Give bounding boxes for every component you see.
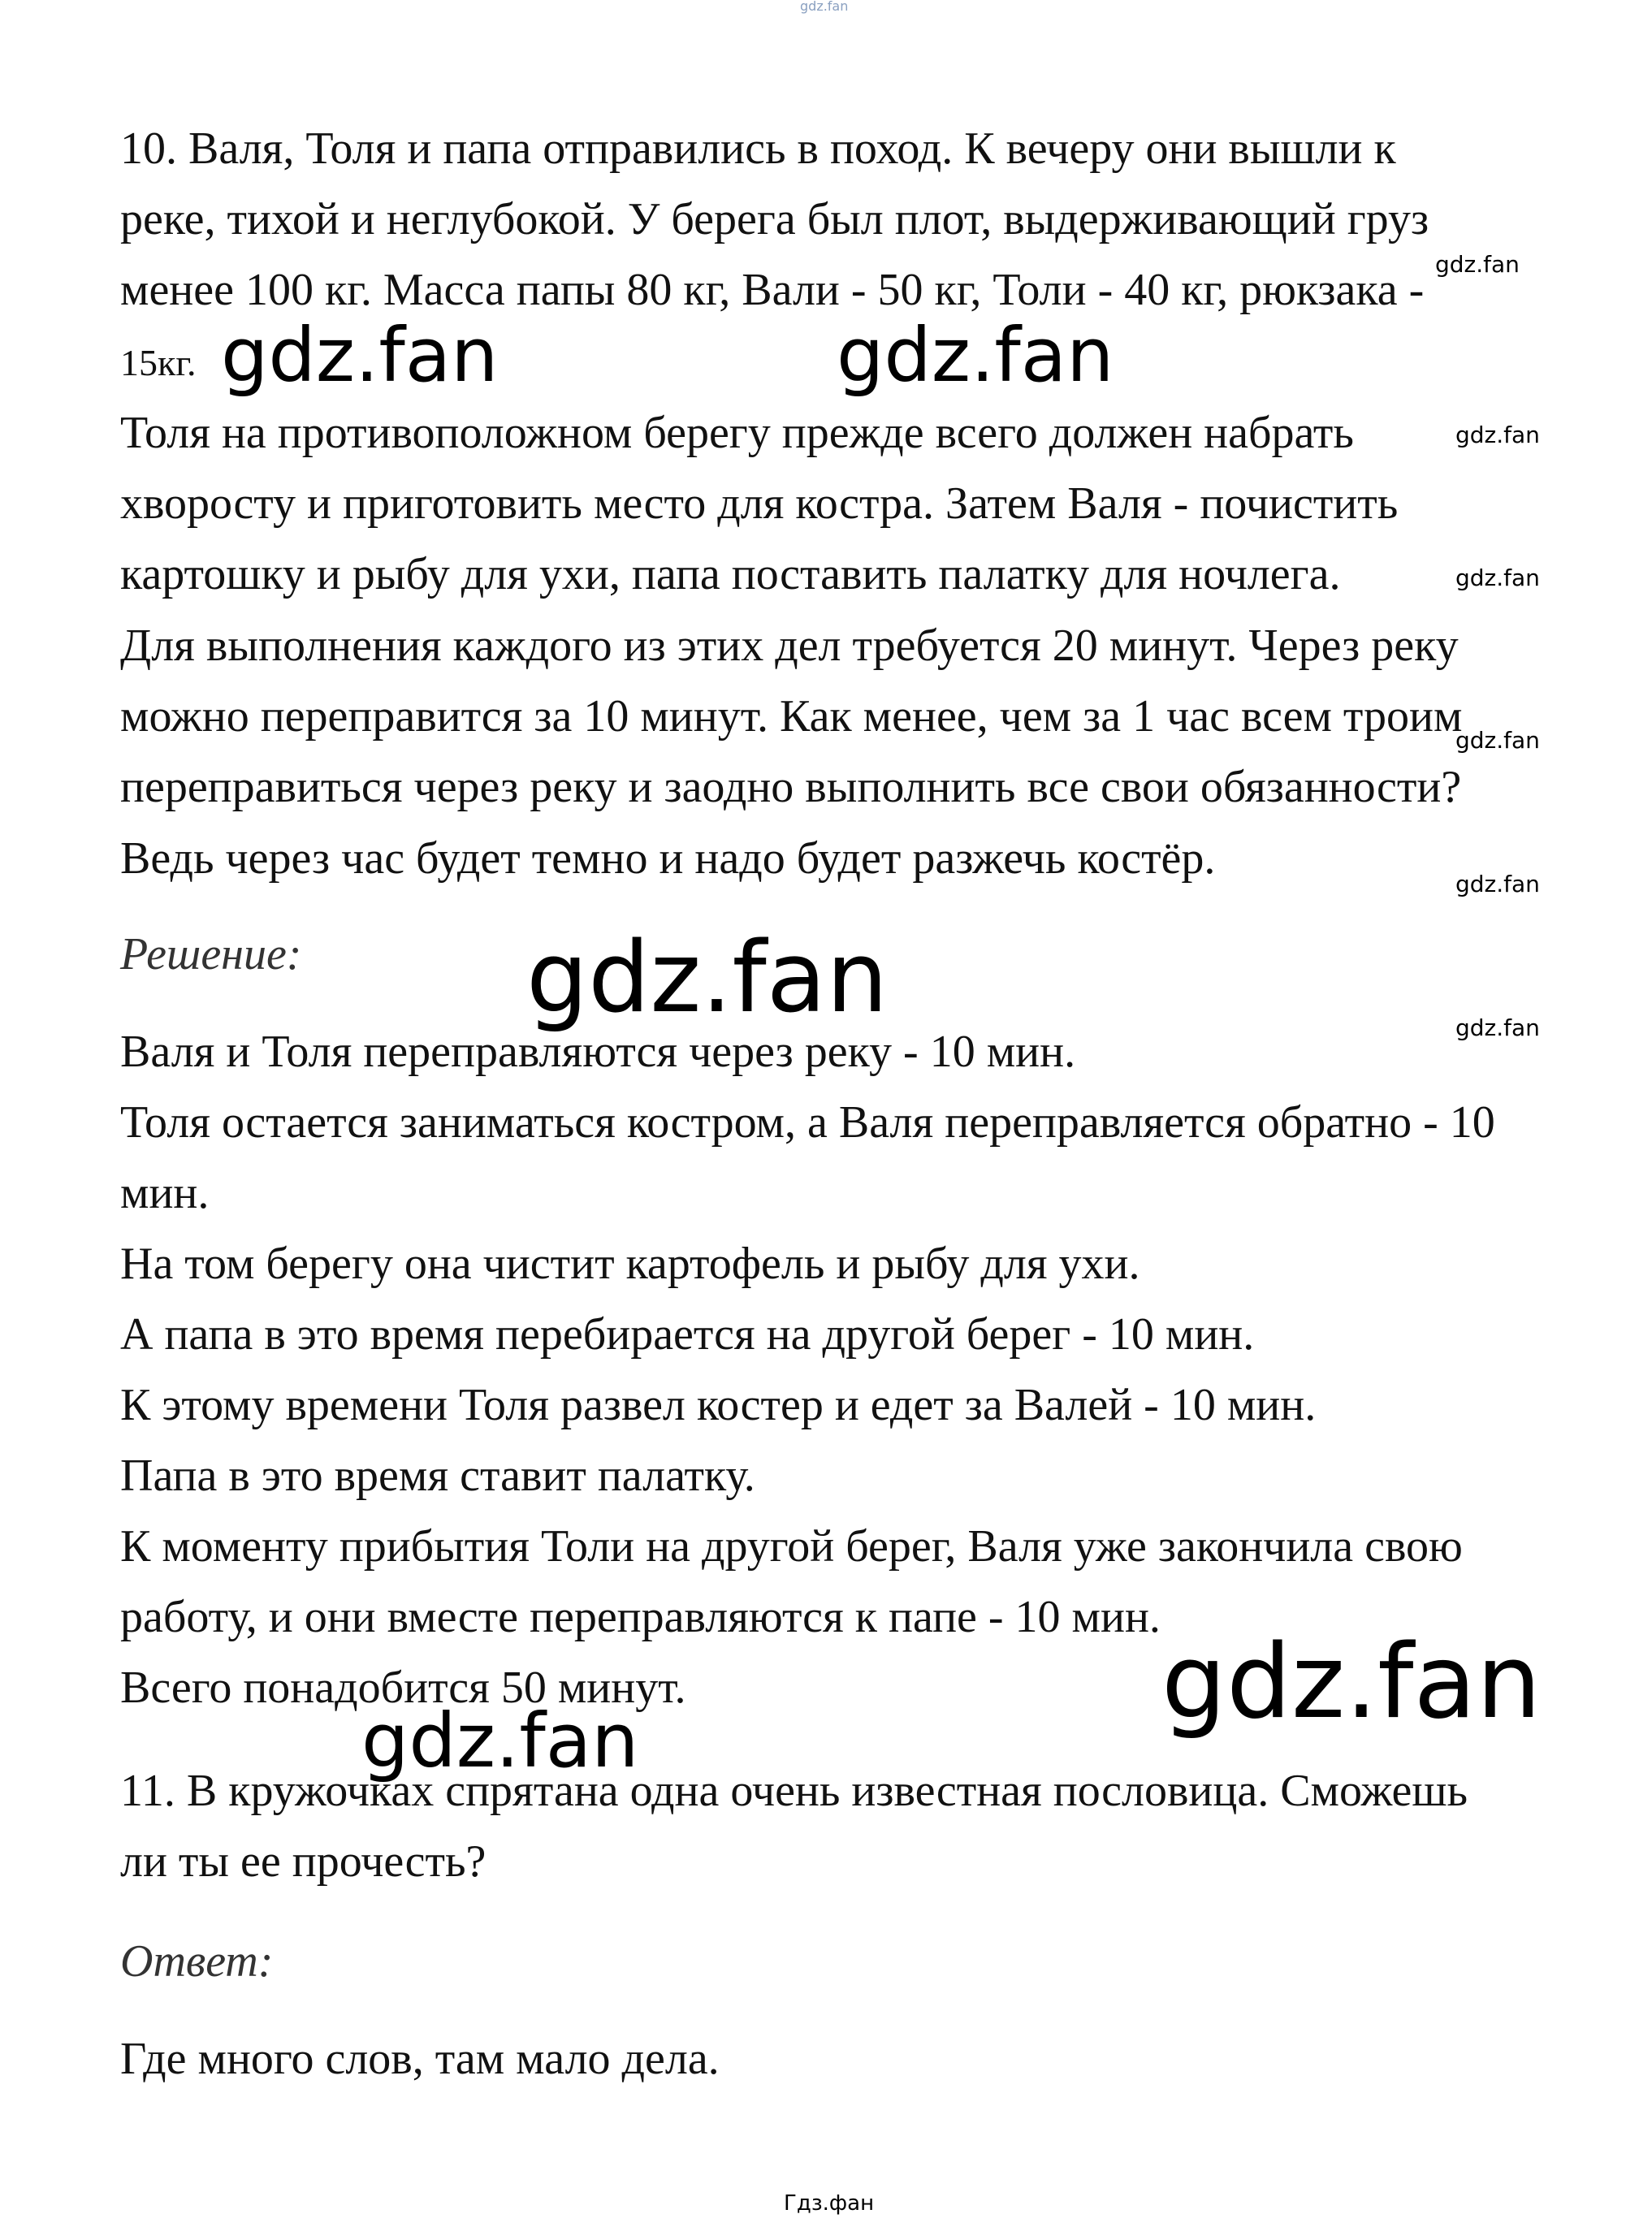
solution-line-3: мин. (120, 1168, 210, 1218)
solution-line-9: работу, и они вместе переправляются к папе - 10 мин. (120, 1592, 1161, 1642)
solution-line-6: К этому времени Толя развел костер и едет за Валей - 10 мин. (120, 1380, 1317, 1430)
problem-11-line-2: ли ты ее прочесть? (120, 1836, 487, 1887)
problem-10-line-5: Толя на противоположном берегу прежде всего должен набрать (120, 408, 1354, 458)
problem-10-line-1: 10. Валя, Толя и папа отправились в поход. К вечеру они вышли к (120, 123, 1396, 174)
watermark-large-3: gdz.fan (526, 922, 889, 1035)
solution-line-5: А папа в это время перебирается на другой берег - 10 мин. (120, 1309, 1255, 1360)
watermark-top: gdz.fan (800, 0, 849, 14)
problem-11-line-1: 11. В кружочках спрятана одна очень известная пословица. Сможешь (120, 1766, 1468, 1816)
watermark-footer: Гдз.фан (784, 2191, 875, 2216)
problem-10-line-4: 15кг. (120, 342, 197, 383)
solution-line-2: Толя остается заниматься костром, а Валя переправляется обратно - 10 (120, 1097, 1495, 1148)
solution-heading: Решение: (120, 929, 302, 979)
watermark-large-5: gdz.fan (361, 1697, 639, 1784)
problem-10-line-7: картошку и рыбу для ухи, папа поставить палатку для ночлега. (120, 549, 1341, 599)
problem-10-line-3: менее 100 кг. Масса папы 80 кг, Вали - 50 кг, Толи - 40 кг, рюкзака - (120, 265, 1425, 315)
watermark-small-3: gdz.fan (1455, 564, 1540, 591)
problem-10-line-9: можно переправится за 10 минут. Как менее, чем за 1 час всем троим (120, 691, 1463, 742)
watermark-small-6: gdz.fan (1455, 1014, 1540, 1041)
watermark-large-1: gdz.fan (221, 312, 499, 399)
solution-line-7: Папа в это время ставит палатку. (120, 1451, 755, 1501)
solution-line-8: К моменту прибытия Толи на другой берег, Валя уже закончила свою (120, 1521, 1463, 1572)
problem-10-line-10: переправиться через реку и заодно выполнить все свои обязанности? (120, 762, 1462, 812)
solution-line-4: На том берегу она чистит картофель и рыбу для ухи. (120, 1239, 1140, 1289)
watermark-small-2: gdz.fan (1455, 422, 1540, 448)
watermark-small-5: gdz.fan (1455, 871, 1540, 897)
problem-10-line-2: реке, тихой и неглубокой. У берега был плот, выдерживающий груз (120, 194, 1429, 244)
answer-heading: Ответ: (120, 1936, 274, 1987)
answer-text: Где много слов, там мало дела. (120, 2034, 720, 2084)
watermark-small-4: gdz.fan (1455, 727, 1540, 754)
solution-line-1: Валя и Толя переправляются через реку - 10 мин. (120, 1027, 1076, 1077)
problem-10-line-11: Ведь через час будет темно и надо будет разжечь костёр. (120, 833, 1216, 884)
watermark-large-2: gdz.fan (837, 312, 1114, 399)
solution-line-10: Всего понадобится 50 минут. (120, 1663, 686, 1713)
watermark-large-4: gdz.fan (1161, 1622, 1542, 1741)
watermark-small-1: gdz.fan (1435, 251, 1520, 278)
problem-10-line-8: Для выполнения каждого из этих дел требуется 20 минут. Через реку (120, 621, 1459, 671)
problem-10-line-6: хворосту и приготовить место для костра. Затем Валя - почистить (120, 478, 1399, 529)
